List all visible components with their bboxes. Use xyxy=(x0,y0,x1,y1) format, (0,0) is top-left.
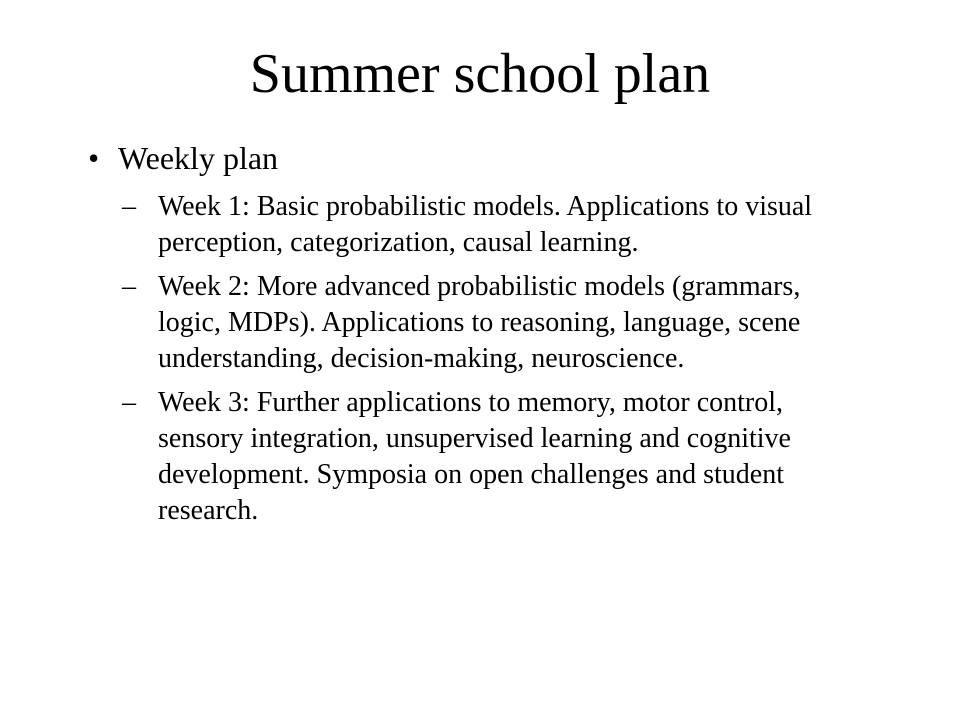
dash-icon: – xyxy=(122,387,136,418)
bullet-weekly-plan xyxy=(88,138,278,178)
week-3-text: Week 3: Further applications to memory, motor control, sensory integration, unsupervised learning and cognitive development. Symposia on open challenges and student research. xyxy=(158,387,791,526)
slide-title: Summer school plan xyxy=(249,43,711,105)
weekly-plan-list xyxy=(122,189,862,537)
week-3-item xyxy=(122,385,862,529)
week-2-item xyxy=(122,269,862,377)
week-1-text: Week 1: Basic probabilistic models. Applications to visual perception, categorization, causal learning. xyxy=(158,191,813,258)
bullet-label: Weekly plan xyxy=(118,140,279,176)
bullet-dot-icon: • xyxy=(88,140,100,176)
week-2-text: Week 2: More advanced probabilistic models (grammars, logic, MDPs). Applications to reasoning, language, scene understanding, decision-making, neuroscience. xyxy=(158,271,801,374)
dash-icon: – xyxy=(122,271,136,302)
dash-icon: – xyxy=(122,191,136,222)
week-1-item xyxy=(122,189,862,261)
